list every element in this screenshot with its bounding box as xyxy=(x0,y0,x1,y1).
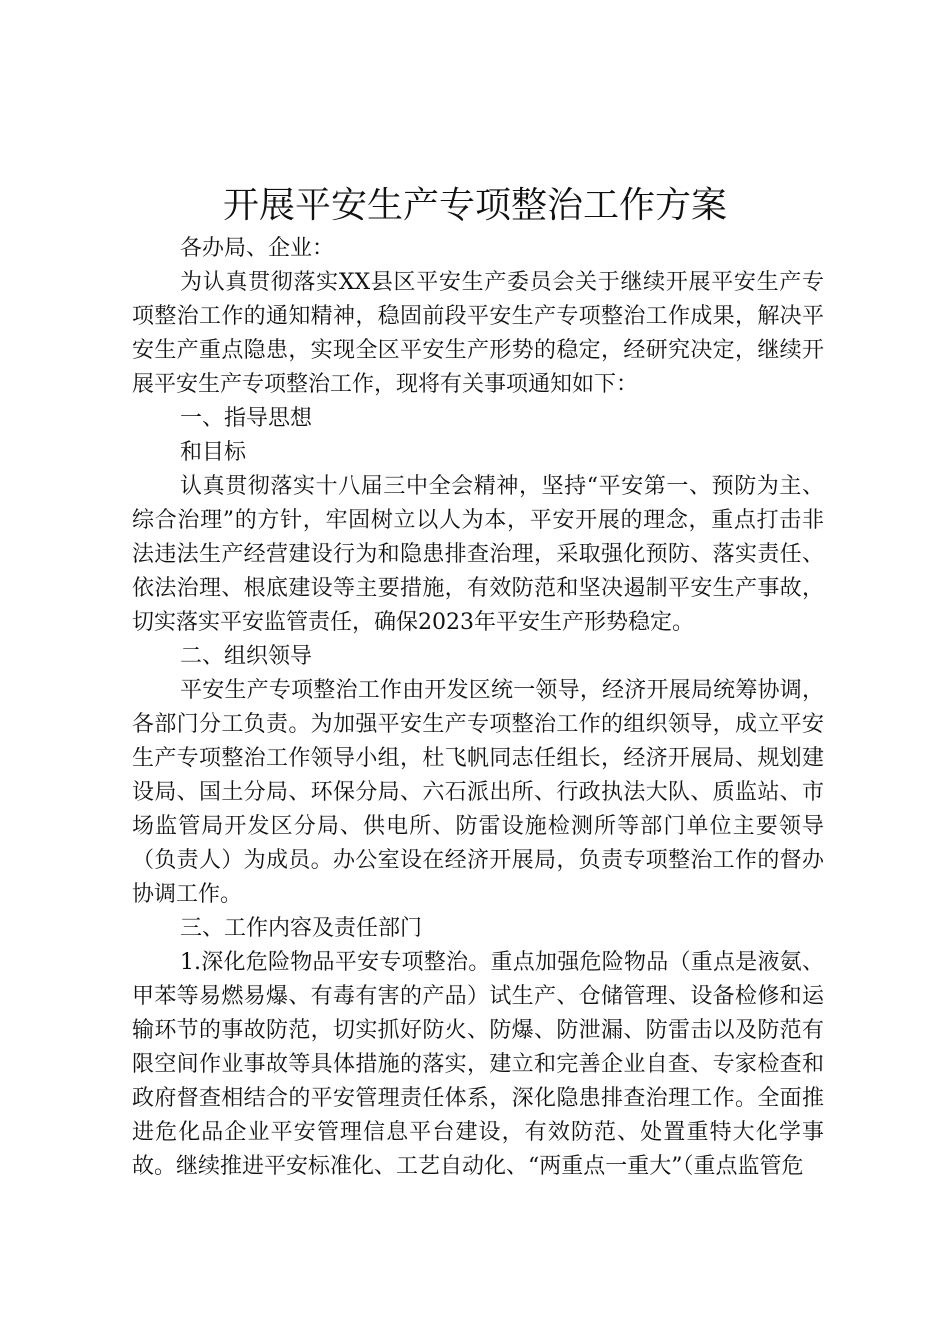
organization-paragraph: 平安生产专项整治工作由开发区统一领导，经济开展局统筹协调，各部门分工负责。为加强平安生产专项整治工作的组织领导，成立平安生产专项整治工作领导小组，杜飞帆同志任组长，经济开展局、规划建设局、国土分局、环保分局、六石派出所、行政执法大队、质监站、市场监管局开发区分局、供电所、防雷设施检测所等部门单位主要领导（负责人）为成员。办公室设在经济开展局，负责专项整治工作的督办协调工作。 xyxy=(132,678,824,907)
section-heading-1: 一、指导思想 xyxy=(180,406,313,431)
section-heading-2: 二、组织领导 xyxy=(180,644,313,669)
section-heading-3: 三、工作内容及责任部门 xyxy=(180,916,423,941)
work-item-1-paragraph: 1.深化危险物品平安专项整治。重点加强危险物品（重点是液氨、甲苯等易燃易爆、有毒有害的产品）试生产、仓储管理、设备检修和运输环节的事故防范，切实抓好防火、防爆、防泄漏、防雷击以及防范有限空间作业事故等具体措施的落实，建立和完善企业自查、专家检查和政府督查相结合的平安管理责任体系，深化隐患排查治理工作。全面推进危化品企业平安管理信息平台建设，有效防范、处置重特大化学事故。继续推进平安标准化、工艺自动化、“两重点一重大”（重点监管危 xyxy=(132,950,824,1179)
salutation: 各办局、企业： xyxy=(180,236,335,261)
intro-paragraph: 为认真贯彻落实XX县区平安生产委员会关于继续开展平安生产专项整治工作的通知精神，稳固前段平安生产专项整治工作成果，解决平安生产重点隐患，实现全区平安生产形势的稳定，经研究决定，继续开展平安生产专项整治工作，现将有关事项通知如下： xyxy=(132,270,824,397)
section-heading-1-continued: 和目标 xyxy=(180,440,247,465)
document-title: 开展平安生产专项整治工作方案 xyxy=(222,185,727,226)
guiding-ideology-paragraph: 认真贯彻落实十八届三中全会精神，坚持“平安第一、预防为主、综合治理”的方针，牢固树立以人为本，平安开展的理念，重点打击非法违法生产经营建设行为和隐患排查治理，采取强化预防、落实责任、依法治理、根底建设等主要措施，有效防范和坚决遏制平安生产事故，切实落实平安监管责任，确保2023年平安生产形势稳定。 xyxy=(132,474,824,635)
document-body xyxy=(132,232,824,1184)
